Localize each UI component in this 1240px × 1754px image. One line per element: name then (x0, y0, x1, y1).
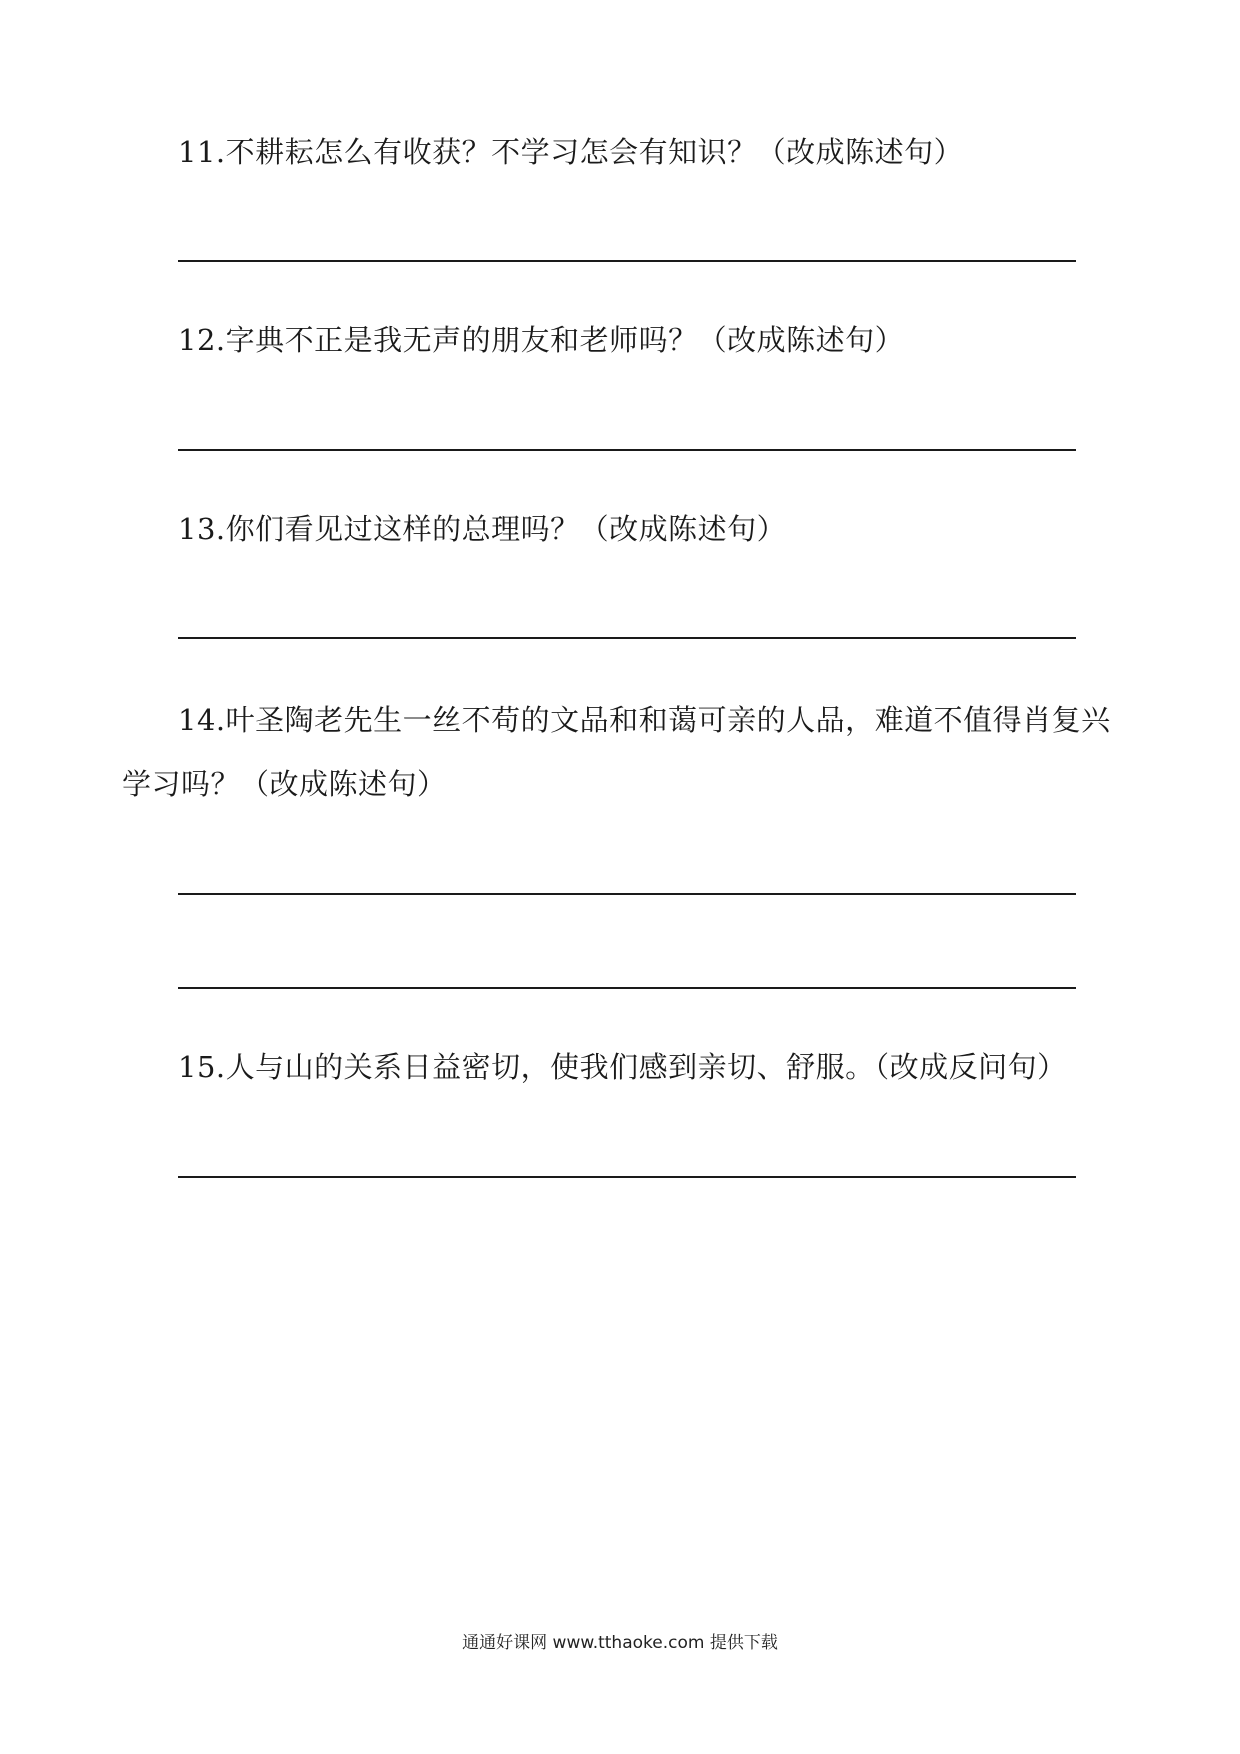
question-number: 13. (178, 512, 226, 546)
question-number: 14. (178, 703, 226, 737)
answer-line[interactable] (178, 449, 1076, 451)
question-14 (122, 688, 1132, 816)
question-number: 11. (178, 135, 226, 169)
question-11 (178, 120, 963, 184)
question-text: 你们看见过这样的总理吗？（改成陈述句） (225, 512, 787, 546)
question-text: 人与山的关系日益密切，使我们感到亲切、舒服。（改成反问句） (225, 1050, 1067, 1084)
answer-line[interactable] (178, 1176, 1076, 1178)
question-15 (178, 1035, 1067, 1099)
answer-line[interactable] (178, 260, 1076, 262)
answer-line[interactable] (178, 893, 1076, 895)
question-number: 12. (178, 323, 226, 357)
answer-line[interactable] (178, 637, 1076, 639)
question-text: 叶圣陶老先生一丝不苟的文品和和蔼可亲的人品，难道不值得肖复兴学习吗？（改成陈述句） (122, 703, 1111, 801)
answer-line[interactable] (178, 987, 1076, 989)
question-text: 字典不正是我无声的朋友和老师吗？（改成陈述句） (225, 323, 905, 357)
footer-credit: 通通好课网 www.tthaoke.com 提供下载 (462, 1633, 778, 1653)
question-13 (178, 497, 786, 561)
question-number: 15. (178, 1050, 226, 1084)
question-text: 不耕耘怎么有收获？不学习怎会有知识？（改成陈述句） (225, 135, 964, 169)
question-12 (178, 308, 904, 372)
